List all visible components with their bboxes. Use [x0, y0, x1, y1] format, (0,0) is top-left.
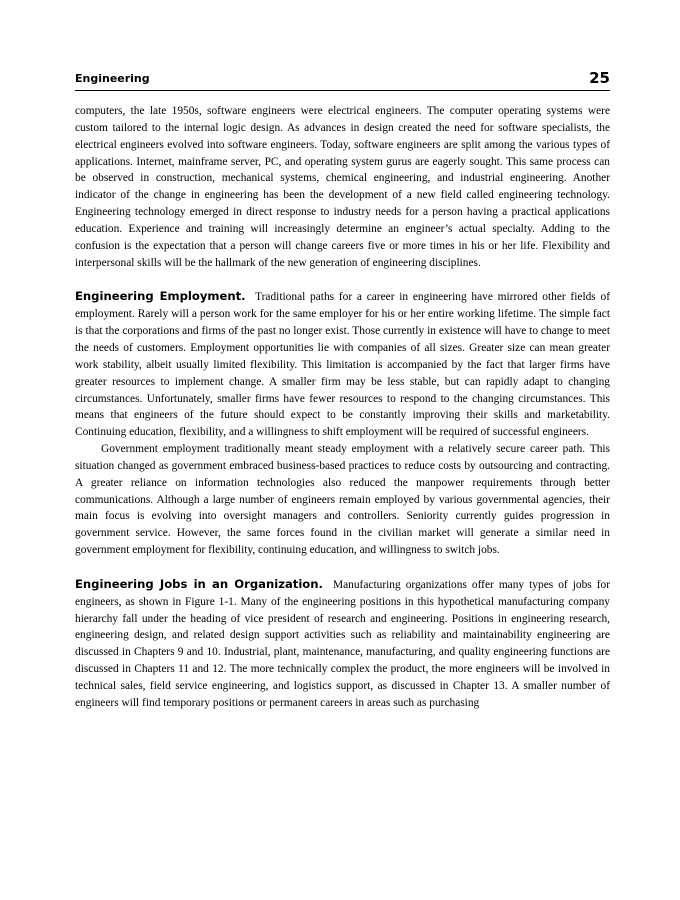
page-number: 25: [589, 69, 610, 87]
running-header: [75, 70, 610, 91]
body-text: [75, 103, 610, 712]
section-heading-employment: Engineering Employment.: [75, 289, 246, 304]
section-title: Engineering: [75, 72, 150, 85]
paragraph: Government employment traditionally meant steady employment with a relatively secure career path. This situation changed as government embraced business-based practices to reduce costs by outsourcing and contracting. A greater reliance on information technologies also reduced the manpower requirements through better communications. Although a large number of engineers remain employed by various governmental agencies, their main focus is evolving into oversight managers and controllers. Seniority currently guides progression in government service. However, the same forces found in the civilian market will generate a similar need in government employment for flexibility, continuing education, and willingness to switch jobs.: [75, 443, 610, 557]
paragraph: computers, the late 1950s, software engineers were electrical engineers. The computer operating systems were custom tailored to the internal logic design. As advances in design created the need for software specialists, the electrical engineers evolved into software engineers. Today, software engineers are split among the various types of applications. Internet, mainframe server, PC, and operating system gurus are eagerly sought. This same process can be observed in construction, mechanical systems, chemical engineering, and industrial engineering. Another indicator of the change in engineering has been the development of a new field called engineering technology. Engineering technology emerged in direct response to industry needs for a person having a practical applications education. Experience and training will increasingly determine an engineer’s actual specialty. Adding to the confusion is the expectation that a person will change careers five or more times in his or her life. Flexibility and interpersonal skills will be the hallmark of the new generation of engineering disciplines.: [75, 105, 610, 269]
paragraph-engineering-jobs: [75, 576, 610, 712]
paragraph-text: Manufacturing organizations offer many types of jobs for engineers, as shown in Figure 1-1. Many of the engineering positions in this hypothetical manufacturing company hierarchy fall under the heading of vice president of research and engineering. Positions in engineering research, engineering design, and related design support activities such as reliability and maintainability engineering are discussed in Chapters 9 and 10. Industrial, plant, maintenance, manufacturing, and quality engineering functions are discussed in Chapters 11 and 12. The more technically complex the product, the more engineers will be involved in technical sales, field service engineering, and logistics support, as discussed in Chapter 13. A smaller number of engineers will find temporary positions or permanent careers in areas such as purchasing: [75, 578, 611, 709]
paragraph-text: Traditional paths for a career in engineering have mirrored other fields of employment. Rarely will a person work for the same employer for his or her entire working lifetime. The simple fact is that the corporations and firms of the past no longer exist. Those currently in existence will have to change to meet the needs of customers. Employment opportunities lie with companies of all sizes. Greater size can mean greater work stability, albeit usually limited flexibility. This limitation is accompanied by the fact that larger firms have greater resources to implement change. A smaller firm may be less stable, but can rapidly adapt to changing circumstances. Unfortunately, smaller firms have fewer resources to respond to the changing circumstances. This means that engineers of the future should expect to be constantly improving their skills and marketability. Continuing education, flexibility, and a willingness to shift employment will be required of successful engineers.: [75, 291, 610, 439]
section-heading-jobs: Engineering Jobs in an Organization.: [75, 576, 323, 591]
paragraph-engineering-employment: [75, 288, 610, 441]
